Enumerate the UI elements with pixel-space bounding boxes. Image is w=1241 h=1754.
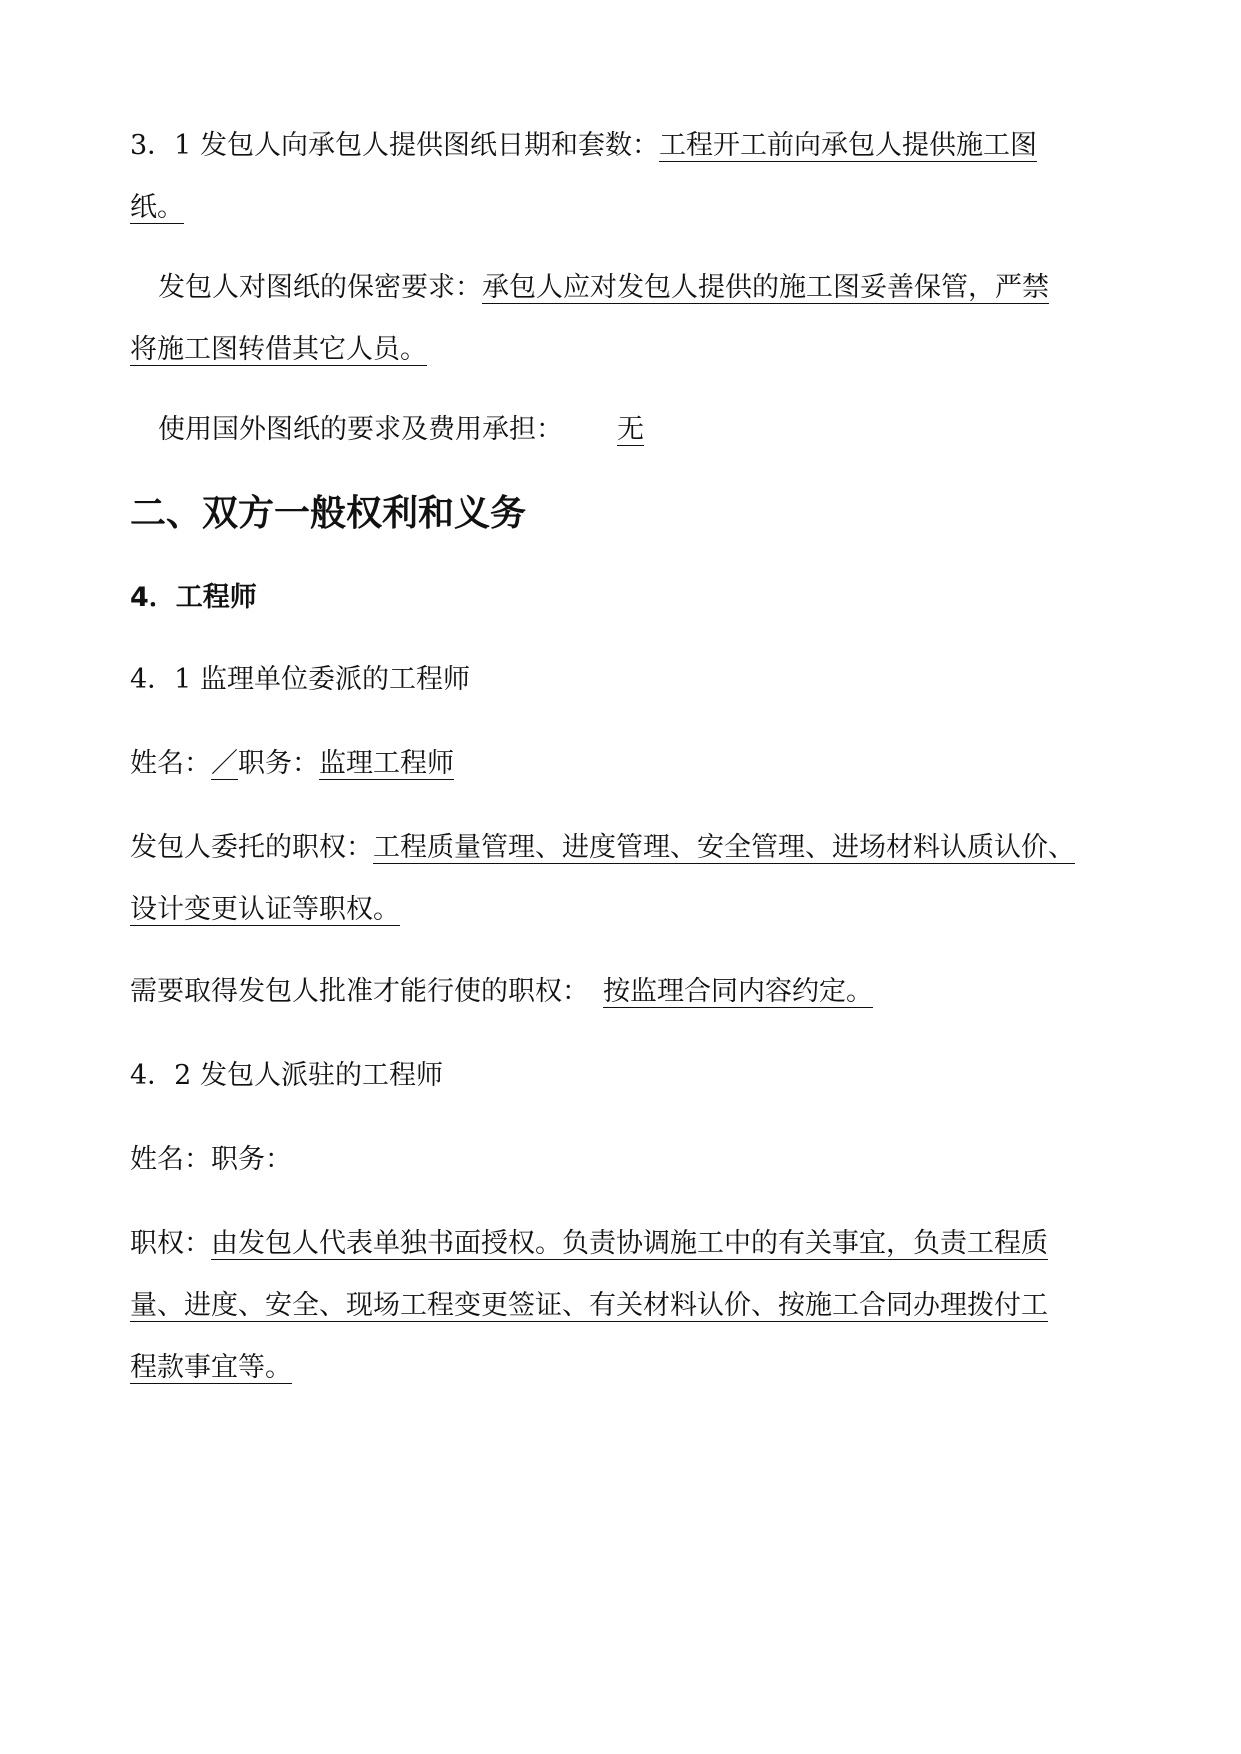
duty-value: 监理工程师	[319, 748, 454, 779]
foreign-drawings-line	[158, 410, 1158, 450]
approval-value: 按监理合同内容约定。	[603, 976, 873, 1007]
secrecy-label: 发包人对图纸的保密要求：	[158, 272, 482, 303]
approval-label: 需要取得发包人批准才能行使的职权：	[130, 976, 589, 1007]
clause-4-heading: 4．工程师	[130, 582, 257, 613]
section-2-heading: 二、双方一般权利和义务	[130, 493, 527, 534]
foreign-drawings-value: 无	[617, 414, 644, 445]
secrecy-value-cont: 将施工图转借其它人员。	[130, 334, 427, 365]
clause-4-1-authority-line-1	[130, 828, 1130, 868]
clause-4-2-authority-value-cont: 量、进度、安全、现场工程变更签证、有关材料认价、按施工合同办理拨付工	[130, 1290, 1048, 1321]
authority-value: 工程质量管理、进度管理、安全管理、进场材料认质认价、	[373, 832, 1075, 863]
clause-4-1-title: 4．1 监理单位委派的工程师	[130, 664, 470, 695]
name-value: ／	[211, 748, 238, 779]
clause-3-1-line-2	[130, 188, 1130, 228]
clause-4-2-authority-value: 由发包人代表单独书面授权。负责协调施工中的有关事宜，负责工程质	[211, 1228, 1048, 1259]
secrecy-line-1	[158, 268, 1158, 308]
clause-3-1-line-1	[130, 126, 1130, 166]
name-label: 姓名：	[130, 748, 211, 779]
clause-4-1-authority-line-2	[130, 890, 1130, 930]
duty-label: 职务：	[238, 748, 319, 779]
clause-4-1-name-duty-line	[130, 744, 1130, 784]
clause-4-2-authority-line-1	[130, 1224, 1130, 1264]
authority-value-cont: 设计变更认证等职权。	[130, 894, 400, 925]
clause-4-2-authority-label: 职权：	[130, 1228, 211, 1259]
clause-4-2-authority-line-3	[130, 1348, 1130, 1388]
clause-4-2-name-duty-line: 姓名：职务：	[130, 1144, 292, 1175]
clause-3-1-value-cont: 纸。	[130, 192, 184, 223]
secrecy-line-2	[130, 330, 1130, 370]
foreign-drawings-label: 使用国外图纸的要求及费用承担：	[158, 414, 563, 445]
clause-3-1-value: 工程开工前向承包人提供施工图	[658, 130, 1037, 161]
clause-4-2-authority-line-2	[130, 1286, 1130, 1326]
authority-label: 发包人委托的职权：	[130, 832, 373, 863]
clause-3-1-label: 3．1 发包人向承包人提供图纸日期和套数：	[130, 130, 659, 161]
foreign-drawings-value-wrap	[563, 414, 648, 445]
clause-4-2-title: 4．2 发包人派驻的工程师	[130, 1060, 443, 1091]
approval-value-wrap	[589, 976, 873, 1007]
secrecy-value: 承包人应对发包人提供的施工图妥善保管，严禁	[482, 272, 1049, 303]
clause-4-1-approval-line	[130, 972, 1130, 1012]
clause-4-2-authority-value-end: 程款事宜等。	[130, 1352, 292, 1383]
